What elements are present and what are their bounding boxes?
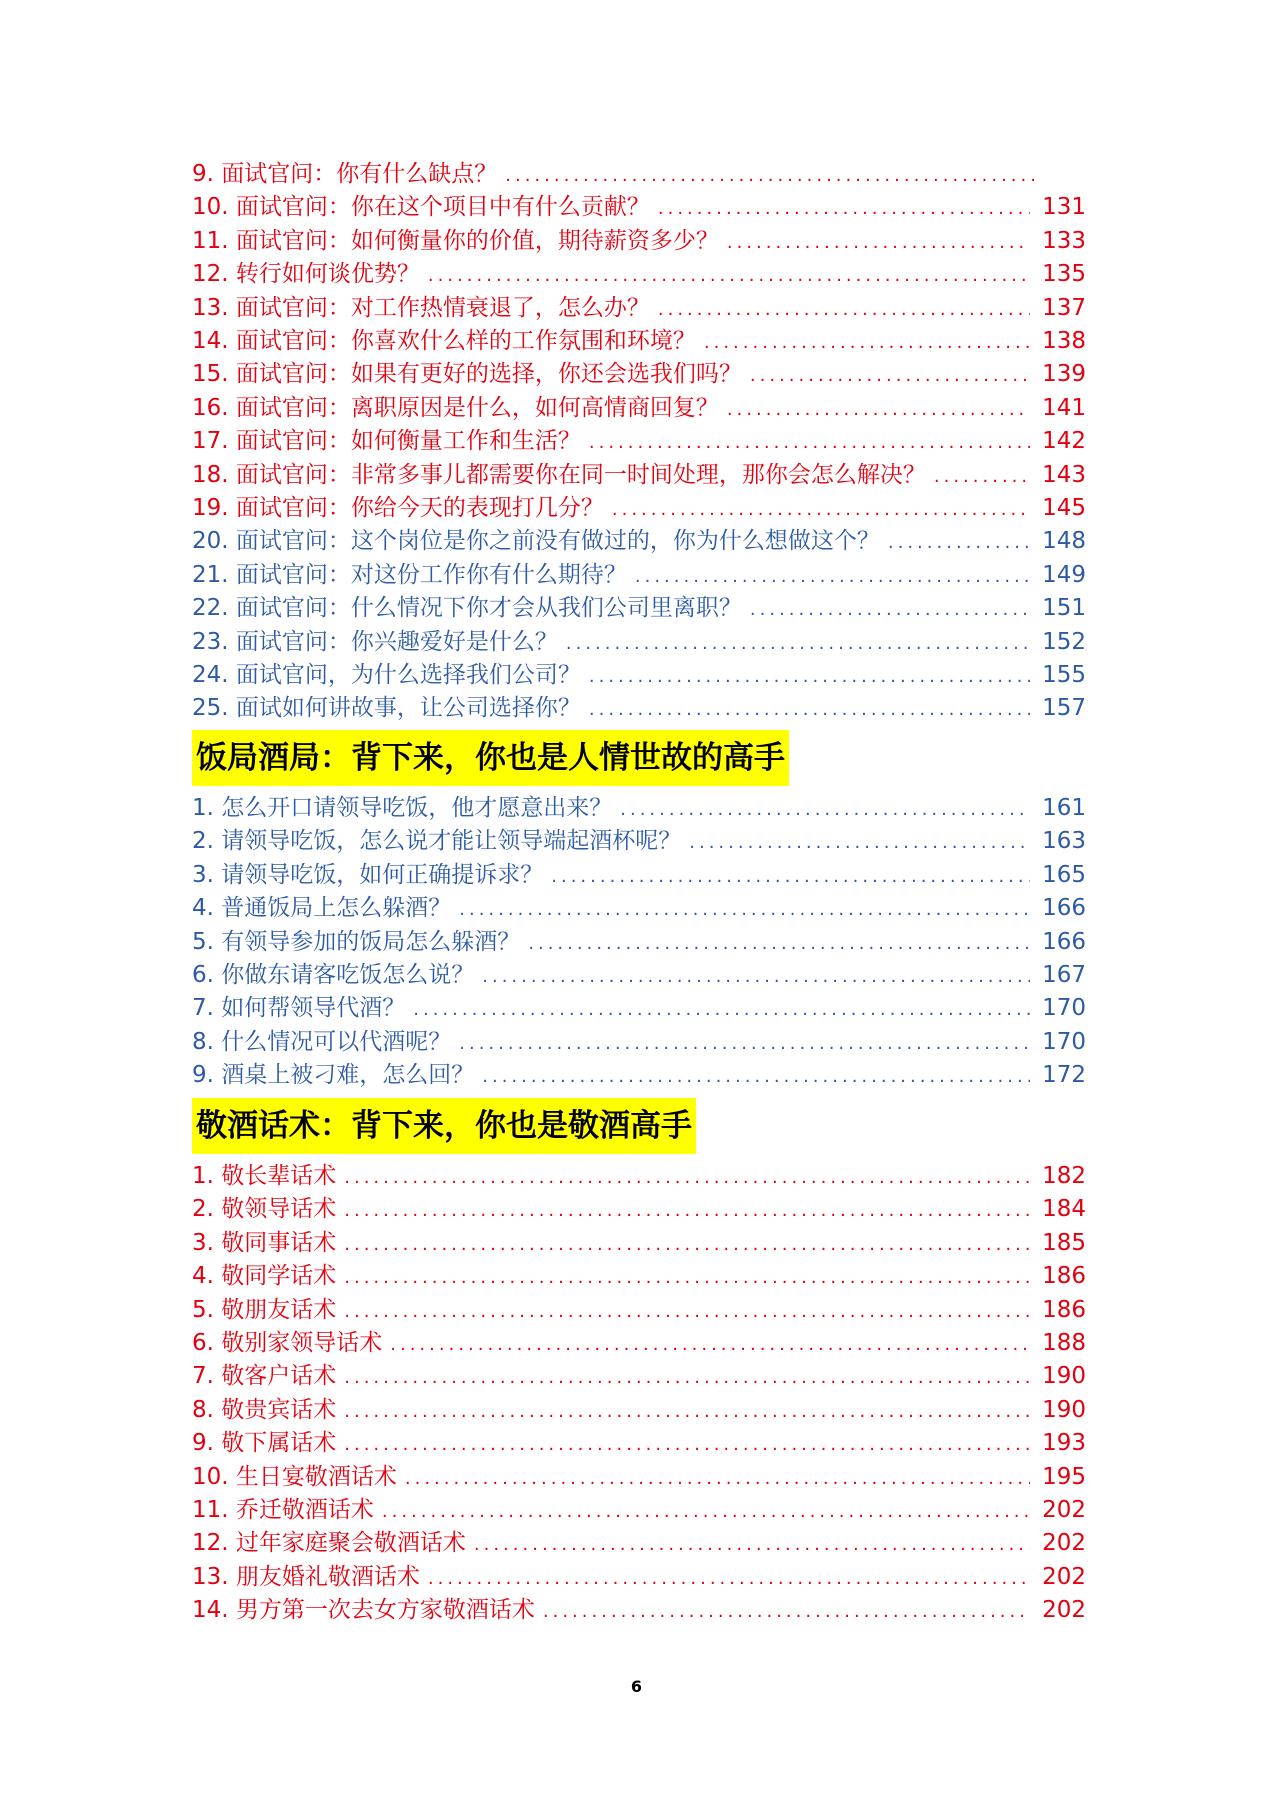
toc-entry-title: 8. 什么情况可以代酒呢？ bbox=[192, 1028, 452, 1055]
toc-entry-title: 5. 敬朋友话术 bbox=[192, 1296, 337, 1323]
toc-entry[interactable] bbox=[192, 1461, 1086, 1494]
toc-entry-title: 14. 面试官问：你喜欢什么样的工作氛围和环境？ bbox=[192, 327, 696, 354]
dot-leader bbox=[727, 393, 1030, 426]
section-heading-banquet: 饭局酒局：背下来，你也是人情世故的高手 bbox=[192, 730, 789, 786]
toc-entry-title: 10. 生日宴敬酒话术 bbox=[192, 1463, 397, 1490]
dot-leader bbox=[589, 693, 1030, 726]
toc-entry-page: 138 bbox=[1042, 327, 1086, 354]
toc-entry-page: 152 bbox=[1042, 628, 1086, 655]
toc-entry-page: 131 bbox=[1042, 194, 1086, 221]
toc-entry-title: 1. 怎么开口请领导吃饭，他才愿意出来？ bbox=[192, 795, 613, 821]
toc-entry-page: 188 bbox=[1042, 1329, 1086, 1356]
toc-entry-title: 4. 普通饭局上怎么躲酒？ bbox=[192, 895, 452, 922]
toc-entry-title: 4. 敬同学话术 bbox=[192, 1263, 337, 1290]
toc-entry[interactable] bbox=[192, 425, 1086, 458]
toc-entry-page: 184 bbox=[1042, 1196, 1086, 1223]
dot-leader bbox=[482, 960, 1030, 993]
toc-entry[interactable] bbox=[192, 1561, 1086, 1594]
toc-entry-title: 6. 你做东请客吃饭怎么说？ bbox=[192, 961, 475, 988]
toc-entry-title: 9. 敬下属话术 bbox=[192, 1430, 337, 1457]
dot-leader bbox=[482, 1060, 1030, 1093]
toc-entry-title: 9. 酒桌上被刁难，怎么回？ bbox=[192, 1062, 475, 1089]
toc-entry-page: 190 bbox=[1042, 1396, 1086, 1423]
toc-entry[interactable] bbox=[192, 792, 1086, 825]
dot-leader bbox=[344, 1395, 1030, 1428]
toc-entry-page: 186 bbox=[1042, 1296, 1086, 1323]
toc-entry-title: 24. 面试官问，为什么选择我们公司？ bbox=[192, 661, 581, 688]
toc-entry[interactable] bbox=[192, 1527, 1086, 1560]
toc-entry-title: 14. 男方第一次去女方家敬酒话术 bbox=[192, 1597, 535, 1624]
toc-entry-page: 202 bbox=[1042, 1563, 1086, 1590]
toc-entry[interactable] bbox=[192, 659, 1086, 692]
toc-entry-title: 10. 面试官问：你在这个项目中有什么贡献？ bbox=[192, 194, 650, 221]
dot-leader bbox=[344, 1295, 1030, 1328]
toc-entry[interactable] bbox=[192, 1193, 1086, 1226]
toc-entry[interactable] bbox=[192, 559, 1086, 592]
toc-entry[interactable] bbox=[192, 626, 1086, 659]
toc-entry-title: 2. 敬领导话术 bbox=[192, 1196, 337, 1223]
toc-block-2 bbox=[192, 525, 1086, 725]
toc-entry-page: 165 bbox=[1042, 861, 1086, 888]
page-number: 6 bbox=[630, 1677, 643, 1696]
dot-leader bbox=[658, 192, 1030, 225]
toc-entry-page: 202 bbox=[1042, 1496, 1086, 1523]
dot-leader bbox=[589, 426, 1030, 459]
toc-entry-page: 167 bbox=[1042, 961, 1086, 988]
toc-entry-title: 13. 面试官问：对工作热情衰退了，怎么办？ bbox=[192, 294, 650, 321]
toc-entry-title: 2. 请领导吃饭，怎么说才能让领导端起酒杯呢？ bbox=[192, 828, 682, 855]
toc-entry[interactable] bbox=[192, 1260, 1086, 1293]
toc-entry[interactable] bbox=[192, 592, 1086, 625]
dot-leader bbox=[344, 1361, 1030, 1394]
toc-entry[interactable] bbox=[192, 959, 1086, 992]
toc-entry[interactable] bbox=[192, 158, 1086, 191]
toc-entry-page: 143 bbox=[1042, 461, 1086, 488]
dot-leader bbox=[344, 1428, 1030, 1461]
toc-entry-page: 163 bbox=[1042, 828, 1086, 855]
dot-leader bbox=[459, 893, 1030, 926]
toc-entry-title: 12. 转行如何谈优势？ bbox=[192, 261, 420, 288]
toc-entry[interactable] bbox=[192, 358, 1086, 391]
toc-entry[interactable] bbox=[192, 225, 1086, 258]
toc-entry-title: 21. 面试官问：对这份工作你有什么期待？ bbox=[192, 561, 627, 588]
toc-entry-page: 182 bbox=[1042, 1163, 1086, 1189]
toc-entry-page: 172 bbox=[1042, 1062, 1086, 1089]
toc-entry-title: 9. 面试官问：你有什么缺点？ bbox=[192, 161, 498, 187]
toc-entry-title: 23. 面试官问：你兴趣爱好是什么？ bbox=[192, 628, 558, 655]
dot-leader bbox=[543, 1595, 1030, 1628]
toc-entry-page: 133 bbox=[1042, 227, 1086, 254]
toc-entry-title: 16. 面试官问：离职原因是什么，如何高情商回复？ bbox=[192, 394, 719, 421]
toc-entry[interactable] bbox=[192, 1594, 1086, 1627]
dot-leader bbox=[390, 1328, 1030, 1361]
toc-entry-page: 142 bbox=[1042, 428, 1086, 455]
toc-entry-title: 13. 朋友婚礼敬酒话术 bbox=[192, 1563, 420, 1590]
toc-block-toast bbox=[192, 1160, 1086, 1627]
toc-entry[interactable] bbox=[192, 1427, 1086, 1460]
toc-entry-title: 3. 敬同事话术 bbox=[192, 1229, 337, 1256]
toc-entry-page: 186 bbox=[1042, 1263, 1086, 1290]
toc-entry-page: 170 bbox=[1042, 995, 1086, 1022]
toc-entry[interactable] bbox=[192, 191, 1086, 224]
toc-entry[interactable] bbox=[192, 1394, 1086, 1427]
toc-entry-title: 18. 面试官问：非常多事儿都需要你在同一时间处理，那你会怎么解决？ bbox=[192, 461, 926, 488]
toc-entry-page: 161 bbox=[1042, 795, 1086, 821]
toc-entry-title: 1. 敬长辈话术 bbox=[192, 1163, 337, 1189]
toc-entry-title: 19. 面试官问：你给今天的表现打几分？ bbox=[192, 494, 604, 521]
dot-leader bbox=[428, 259, 1030, 292]
toc-entry-title: 5. 有领导参加的饭局怎么躲酒？ bbox=[192, 928, 521, 955]
toc-entry[interactable] bbox=[192, 1327, 1086, 1360]
toc-entry-title: 12. 过年家庭聚会敬酒话术 bbox=[192, 1530, 466, 1557]
section-heading-toast: 敬酒话术：背下来，你也是敬酒高手 bbox=[192, 1098, 696, 1154]
dot-leader bbox=[382, 1495, 1030, 1528]
dot-leader bbox=[658, 293, 1030, 326]
toc-entry-title: 7. 敬客户话术 bbox=[192, 1363, 337, 1390]
dot-leader bbox=[612, 493, 1030, 526]
dot-leader bbox=[635, 560, 1030, 593]
toc-entry-page: 139 bbox=[1042, 361, 1086, 388]
toc-entry-title: 17. 面试官问：如何衡量工作和生活？ bbox=[192, 428, 581, 455]
toc-entry-title: 11. 乔迁敬酒话术 bbox=[192, 1496, 374, 1523]
dot-leader bbox=[428, 1562, 1030, 1595]
dot-leader bbox=[405, 1462, 1030, 1495]
toc-entry[interactable] bbox=[192, 1360, 1086, 1393]
dot-leader bbox=[934, 460, 1030, 493]
toc-entry-page: 141 bbox=[1042, 394, 1086, 421]
dot-leader bbox=[528, 927, 1030, 960]
dot-leader bbox=[344, 1194, 1030, 1227]
dot-leader bbox=[888, 526, 1030, 559]
toc-entry-page: 145 bbox=[1042, 494, 1086, 521]
toc-entry-page: 193 bbox=[1042, 1430, 1086, 1457]
toc-entry[interactable] bbox=[192, 1026, 1086, 1059]
toc-entry-title: 7. 如何帮领导代酒？ bbox=[192, 995, 406, 1022]
toc-entry-page: 157 bbox=[1042, 695, 1086, 722]
toc-entry[interactable] bbox=[192, 292, 1086, 325]
toc-entry-page: 148 bbox=[1042, 528, 1086, 555]
toc-entry[interactable] bbox=[192, 859, 1086, 892]
dot-leader bbox=[505, 159, 1036, 192]
dot-leader bbox=[551, 860, 1030, 893]
toc-entry-title: 8. 敬贵宾话术 bbox=[192, 1396, 337, 1423]
toc-entry[interactable] bbox=[192, 692, 1086, 725]
toc-entry-page: 170 bbox=[1042, 1028, 1086, 1055]
toc-entry-page: 190 bbox=[1042, 1363, 1086, 1390]
toc-entry[interactable] bbox=[192, 325, 1086, 358]
toc-entry-title: 22. 面试官问：什么情况下你才会从我们公司里离职？ bbox=[192, 595, 742, 622]
toc-entry[interactable] bbox=[192, 459, 1086, 492]
toc-entry-page: 151 bbox=[1042, 595, 1086, 622]
toc-entry[interactable] bbox=[192, 1227, 1086, 1260]
toc-entry-page: 149 bbox=[1042, 561, 1086, 588]
dot-leader bbox=[589, 660, 1030, 693]
toc-entry-title: 20. 面试官问：这个岗位是你之前没有做过的，你为什么想做这个？ bbox=[192, 528, 880, 555]
dot-leader bbox=[413, 993, 1030, 1026]
toc-entry-page: 155 bbox=[1042, 661, 1086, 688]
toc-entry-page: 195 bbox=[1042, 1463, 1086, 1490]
toc-entry-title: 15. 面试官问：如果有更好的选择，你还会选我们吗？ bbox=[192, 361, 742, 388]
toc-entry[interactable] bbox=[192, 892, 1086, 925]
toc-entry-title: 6. 敬别家领导话术 bbox=[192, 1329, 383, 1356]
toc-entry[interactable] bbox=[192, 992, 1086, 1025]
dot-leader bbox=[727, 226, 1030, 259]
toc-entry[interactable] bbox=[192, 1059, 1086, 1092]
toc-entry[interactable] bbox=[192, 926, 1086, 959]
toc-entry-page: 166 bbox=[1042, 928, 1086, 955]
dot-leader bbox=[620, 793, 1030, 826]
toc-entry-page: 202 bbox=[1042, 1530, 1086, 1557]
dot-leader bbox=[704, 326, 1030, 359]
dot-leader bbox=[459, 1027, 1030, 1060]
dot-leader bbox=[750, 359, 1030, 392]
dot-leader bbox=[344, 1228, 1030, 1261]
toc-entry-page: 202 bbox=[1042, 1597, 1086, 1624]
toc-entry-page: 185 bbox=[1042, 1229, 1086, 1256]
toc-entry-title: 25. 面试如何讲故事，让公司选择你？ bbox=[192, 695, 581, 722]
dot-leader bbox=[474, 1528, 1030, 1561]
toc-entry[interactable] bbox=[192, 1494, 1086, 1527]
toc-block-banquet bbox=[192, 792, 1086, 1093]
toc-entry[interactable] bbox=[192, 1294, 1086, 1327]
toc-entry[interactable] bbox=[192, 825, 1086, 858]
toc-entry[interactable] bbox=[192, 258, 1086, 291]
dot-leader bbox=[750, 593, 1030, 626]
dot-leader bbox=[689, 826, 1030, 859]
dot-leader bbox=[344, 1261, 1030, 1294]
toc-entry-page: 135 bbox=[1042, 261, 1086, 288]
toc-block-1 bbox=[192, 158, 1086, 525]
toc-entry[interactable] bbox=[192, 492, 1086, 525]
toc-entry-page: 137 bbox=[1042, 294, 1086, 321]
toc-entry[interactable] bbox=[192, 525, 1086, 558]
toc-entry-title: 11. 面试官问：如何衡量你的价值，期待薪资多少？ bbox=[192, 227, 719, 254]
toc-entry[interactable] bbox=[192, 392, 1086, 425]
dot-leader bbox=[344, 1161, 1030, 1194]
toc-entry-page: 166 bbox=[1042, 895, 1086, 922]
toc-entry[interactable] bbox=[192, 1160, 1086, 1193]
toc-entry-title: 3. 请领导吃饭，如何正确提诉求？ bbox=[192, 861, 544, 888]
dot-leader bbox=[566, 627, 1030, 660]
